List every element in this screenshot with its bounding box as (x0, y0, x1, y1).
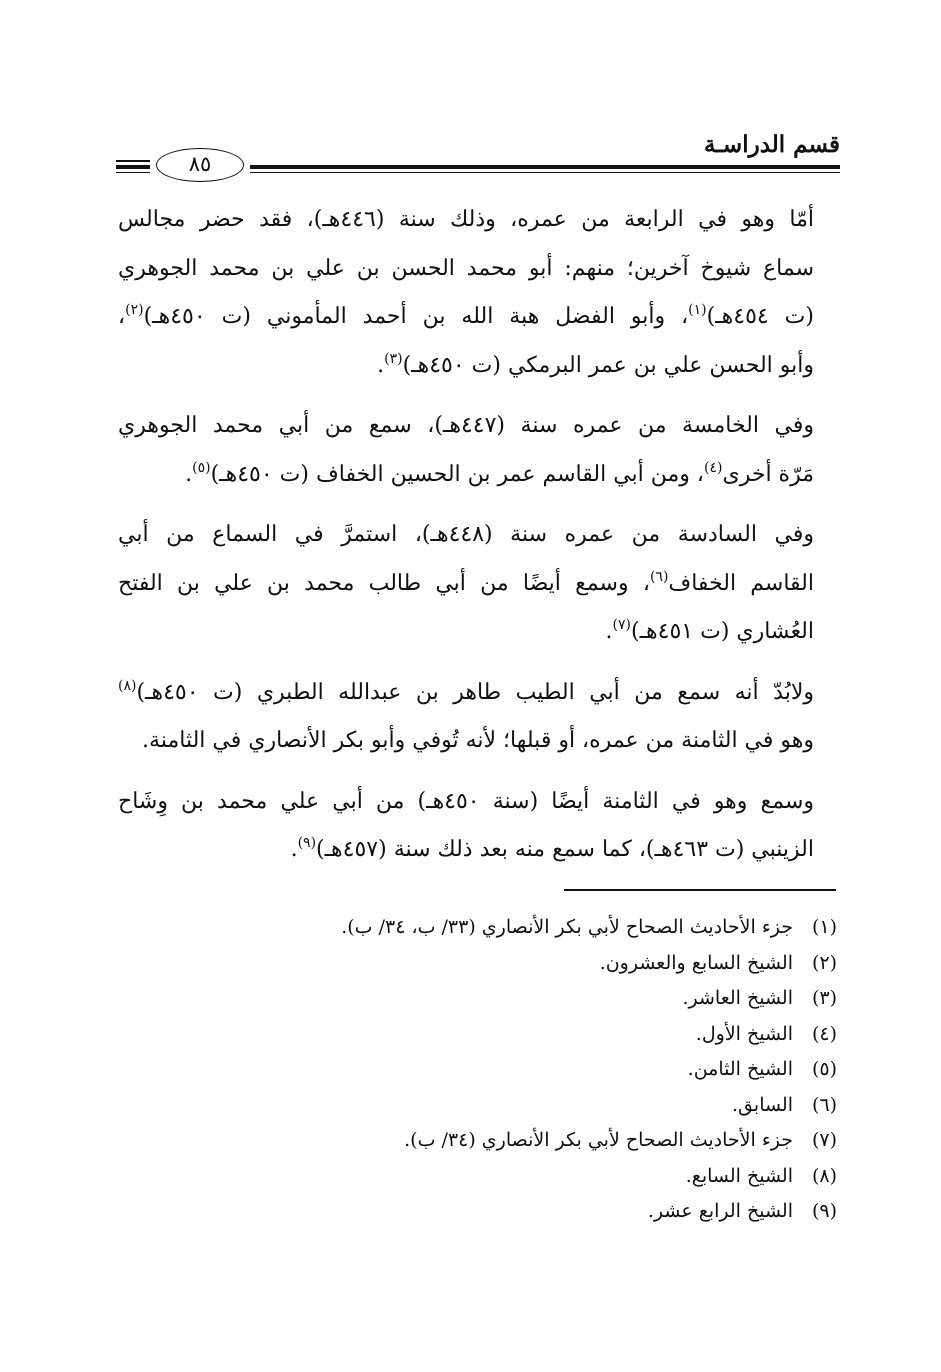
footnote-ref[interactable]: (٦) (649, 568, 669, 585)
text-run: ، وسمع أيضًا من أبي طالب محمد بن علي بن الفتح (118, 570, 650, 596)
text-line (118, 402, 840, 451)
footnote-number: (٨) (811, 1164, 837, 1187)
body-text (118, 196, 840, 887)
text-run: وفي السادسة من عمره سنة (٤٤٨هـ)، استمرَّ في السماع من أبي (118, 522, 814, 547)
text-run: العُشاري (ت ٤٥١هـ) (631, 619, 814, 644)
text-run: وأبو الحسن علي بن عمر البرمكي (ت ٤٥٠هـ) (402, 352, 814, 378)
footnote-text: الشيخ السابع والعشرون. (599, 951, 793, 974)
text-run: أمّا وهو في الرابعة من عمره، وذلك سنة (٤٤٦هـ)، فقد حضر مجالس (118, 207, 814, 232)
text-line (118, 196, 840, 245)
text-run: ، (118, 304, 126, 329)
text-line (118, 342, 840, 391)
footnote-ref[interactable]: (٣) (384, 350, 403, 367)
footnote (217, 910, 837, 946)
text-run: (ت ٤٥٤هـ) (706, 304, 814, 329)
text-run: سماع شيوخ آخرين؛ منهم: أبو محمد الحسن بن علي بن محمد الجوهري (118, 255, 814, 281)
footnote-text: جزء الأحاديث الصحاح لأبي بكر الأنصاري (٣٤/ ب). (404, 1129, 793, 1151)
footnote-ref[interactable]: (٧) (612, 617, 632, 633)
footnotes (217, 910, 837, 1230)
paragraph (118, 511, 840, 657)
text-line (118, 717, 840, 766)
text-run: مَرّة أخرى (722, 461, 814, 487)
text-line (118, 511, 840, 560)
text-run: ، وأبو الفضل هبة الله بن أحمد المأموني (ت ٤٥٠هـ) (143, 304, 689, 329)
footnote (217, 981, 837, 1017)
footnote-number: (٢) (811, 951, 837, 974)
footnote-ref[interactable]: (٨) (118, 677, 137, 694)
footnote-ref[interactable]: (٥) (192, 459, 211, 476)
text-run: الزينبي (ت ٤٦٣هـ)، كما سمع منه بعد ذلك سنة (٤٥٧هـ) (316, 837, 814, 862)
footnote-number: (٥) (811, 1058, 837, 1080)
text-run: . (185, 461, 193, 487)
text-line (118, 669, 840, 718)
text-run: ، ومن أبي القاسم عمر بن الحسين الخفاف (ت ٤٥٠هـ) (210, 461, 705, 487)
text-line (118, 293, 840, 342)
footnote-ref[interactable]: (٢) (125, 302, 144, 318)
header-rule-left (116, 165, 150, 169)
footnote-number: (٣) (811, 987, 837, 1009)
paragraph (118, 669, 840, 766)
footnote-ref[interactable]: (١) (688, 302, 707, 318)
footnote-text: الشيخ الأول. (695, 1022, 793, 1045)
footnote (217, 1088, 837, 1124)
text-line (118, 608, 840, 657)
footnote-number: (٩) (811, 1200, 837, 1222)
footnote-text: الشيخ السابع. (685, 1164, 793, 1187)
footnote-ref[interactable]: (٩) (297, 835, 317, 851)
footnote (217, 1194, 837, 1230)
footnote-ref[interactable]: (٤) (704, 459, 723, 476)
footnote-number: (٧) (811, 1129, 837, 1151)
header-rule-thick (250, 165, 840, 169)
text-run: وسمع وهو في الثامنة أيضًا (سنة ٤٥٠هـ) من أبي علي محمد بن وِشَاح (118, 788, 814, 814)
footnote (217, 1017, 837, 1053)
footnote (217, 1052, 837, 1088)
footnote-number: (٤) (811, 1022, 837, 1045)
footnote-text: السابق. (732, 1093, 793, 1116)
paragraph (118, 196, 840, 390)
footnote (217, 946, 837, 982)
paragraph (118, 402, 840, 499)
text-run: وفي الخامسة من عمره سنة (٤٤٧هـ)، سمع من أبي محمد الجوهري (118, 413, 814, 438)
text-run: ولابُدّ أنه سمع من أبي الطيب طاهر بن عبدالله الطبري (ت ٤٥٠هـ) (136, 679, 814, 705)
paragraph (118, 778, 840, 875)
text-run: . (377, 352, 385, 378)
header-rule-left (116, 172, 150, 173)
footnote-number: (٦) (811, 1093, 837, 1116)
footnote-text: الشيخ العاشر. (682, 987, 793, 1009)
section-title: قسم الدراسـة (703, 131, 840, 158)
footnote-number: (١) (811, 916, 837, 938)
text-line (118, 778, 840, 827)
text-run: وهو في الثامنة من عمره، أو قبلها؛ لأنه تُوفي وأبو بكر الأنصاري في الثامنة. (142, 728, 814, 753)
header-rule-left (116, 160, 150, 162)
footnote-text: جزء الأحاديث الصحاح لأبي بكر الأنصاري (٣٣/ ب، ٣٤/ ب). (341, 916, 793, 938)
footnote-separator (564, 889, 836, 891)
text-line (118, 245, 840, 294)
text-run: القاسم الخفاف (668, 570, 815, 596)
text-line (118, 826, 840, 875)
footnote (217, 1123, 837, 1159)
footnote (217, 1159, 837, 1195)
text-line (118, 560, 840, 609)
footnote-text: الشيخ الرابع عشر. (647, 1200, 793, 1222)
footnote-text: الشيخ الثامن. (687, 1058, 793, 1080)
page-number: ٨٥ (156, 148, 244, 182)
text-line (118, 451, 840, 500)
page-header (112, 128, 840, 188)
text-run: . (290, 837, 298, 862)
text-run: . (605, 619, 613, 644)
header-rule-thin (250, 172, 840, 173)
